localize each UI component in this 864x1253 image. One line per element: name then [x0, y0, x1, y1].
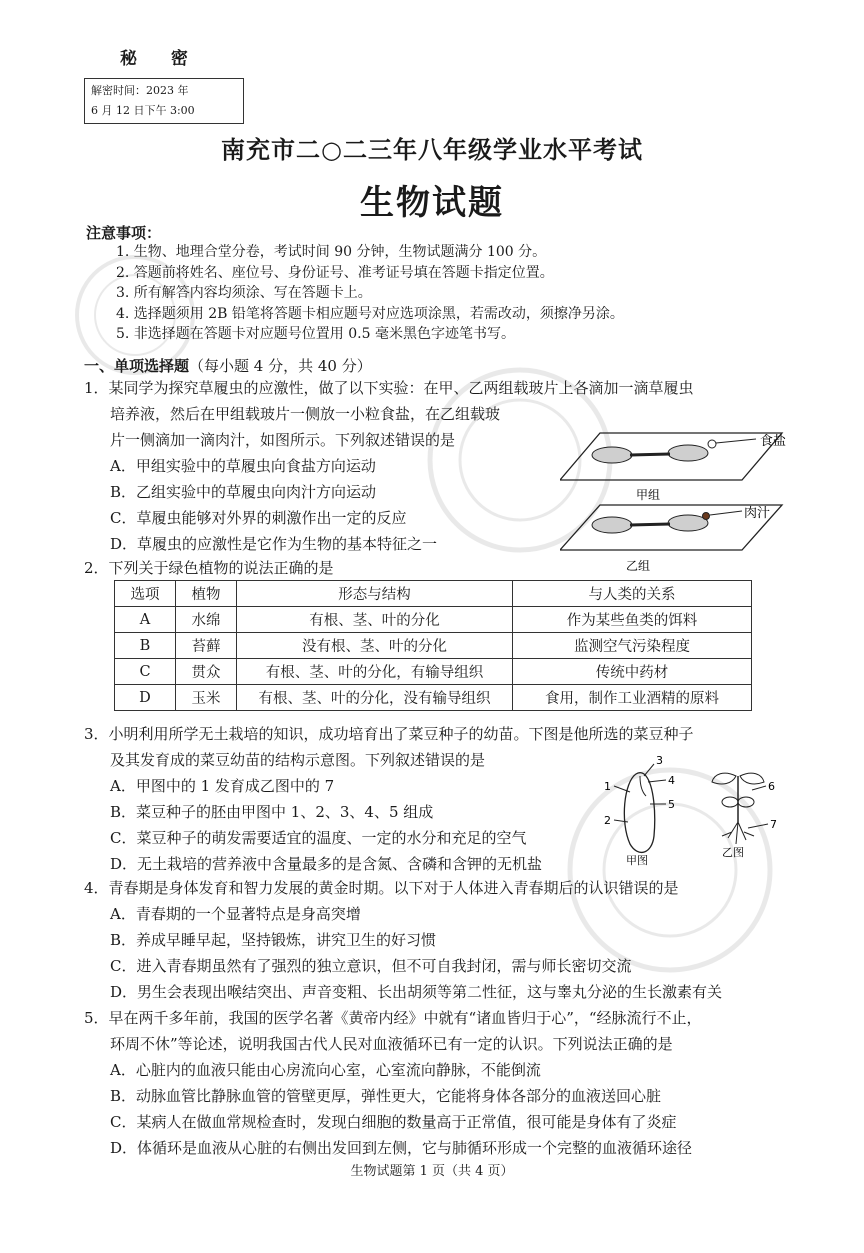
table-cell: B: [115, 633, 176, 659]
question-1-option: D．草履虫的应激性是它作为生物的基本特征之一: [110, 535, 438, 553]
question-5-option: C．某病人在做血常规检查时，发现白细胞的数量高于正常值，很可能是身体有了炎症: [110, 1113, 677, 1131]
declassify-time-line: 6 月 12 日下午 3:00: [91, 104, 195, 117]
notes-item: 5. 非选择题在答题卡对应题号位置用 0.5 毫米黑色字迹笔书写。: [116, 326, 515, 342]
seedling-part-label: 6: [768, 780, 775, 793]
bean-figure: [596, 752, 796, 872]
question-1-line: 培养液，然后在甲组载玻片一侧放一小粒食盐，在乙组载玻: [110, 405, 501, 423]
table-cell: 贯众: [176, 659, 237, 685]
question-3-option: A．甲图中的 1 发育成乙图中的 7: [110, 777, 335, 795]
seed-part-label: 3: [656, 754, 663, 767]
table-cell: 没有根、茎、叶的分化: [237, 633, 513, 659]
seed-part-label: 4: [668, 774, 675, 787]
notes-item: 1. 生物、地理合堂分卷，考试时间 90 分钟，生物试题满分 100 分。: [116, 244, 547, 260]
question-3-option: C．菜豆种子的萌发需要适宜的温度、一定的水分和充足的空气: [110, 829, 527, 847]
table-cell: 有根、茎、叶的分化，没有输导组织: [237, 685, 513, 711]
exam-title: 南充市二○二三年八年级学业水平考试: [221, 135, 643, 164]
table-header: 与人类的关系: [513, 581, 752, 607]
seed-figure-caption: 甲图: [626, 854, 648, 867]
question-3-option: B．菜豆种子的胚由甲图中 1、2、3、4、5 组成: [110, 803, 434, 821]
question-4-option: D．男生会表现出喉结突出、声音变粗、长出胡须等第二性征，这与睾丸分泌的生长激素有关: [110, 983, 723, 1001]
seed-part-label: 5: [668, 798, 675, 811]
table-cell: 有根、茎、叶的分化，有输导组织: [237, 659, 513, 685]
table-header-row: [115, 581, 752, 607]
question-2-stem: 2．下列关于绿色植物的说法正确的是: [84, 559, 334, 577]
question-4-option: C．进入青春期虽然有了强烈的独立意识，但不可自我封闭，需与师长密切交流: [110, 957, 632, 975]
exam-subtitle: 生物试题: [360, 183, 504, 223]
secret-label: 秘 密: [120, 49, 202, 69]
page-footer: 生物试题第 1 页（共 4 页）: [350, 1164, 514, 1179]
question-4-stem: 4．青春期是身体发育和智力发展的黄金时期。以下对于人体进入青春期后的认识错误的是: [84, 879, 679, 897]
table-cell: A: [115, 607, 176, 633]
table-row: [115, 633, 752, 659]
group-a-label: 甲组: [636, 488, 661, 502]
table-row: [115, 685, 752, 711]
seedling-part-label: 7: [770, 818, 777, 831]
table-cell: 监测空气污染程度: [513, 633, 752, 659]
question-3-option: D．无土栽培的营养液中含量最多的是含氮、含磷和含钾的无机盐: [110, 855, 543, 873]
question-1-line: 1．某同学为探究草履虫的应激性，做了以下实验：在甲、乙两组载玻片上各滴加一滴草履虫: [84, 379, 694, 397]
table-row: [115, 607, 752, 633]
question-4-option: B．养成早睡早起，坚持锻炼，讲究卫生的好习惯: [110, 931, 437, 949]
table-cell: 水绵: [176, 607, 237, 633]
salt-label: 食盐: [760, 434, 787, 449]
question-1-option: A．甲组实验中的草履虫向食盐方向运动: [110, 457, 376, 475]
table-cell: 传统中药材: [513, 659, 752, 685]
slide-figure: [560, 425, 800, 575]
group-b-label: 乙组: [626, 559, 651, 573]
juice-label: 肉汁: [744, 506, 771, 521]
seed-part-label: 1: [604, 780, 611, 793]
question-1-line: 片一侧滴加一滴肉汁，如图所示。下列叙述错误的是: [110, 431, 456, 449]
table-cell: D: [115, 685, 176, 711]
plants-table: [114, 580, 752, 711]
table-row: [115, 659, 752, 685]
declassify-time-box: [84, 78, 244, 124]
seedling-figure-caption: 乙图: [722, 846, 744, 859]
table-cell: 玉米: [176, 685, 237, 711]
notes-heading: 注意事项：: [86, 224, 162, 242]
notes-item: 2. 答题前将姓名、座位号、身份证号、准考证号填在答题卡指定位置。: [116, 264, 554, 281]
notes-item: 4. 选择题须用 2B 铅笔将答题卡相应题号对应选项涂黑，若需改动，须擦净另涂。: [116, 305, 624, 322]
table-cell: C: [115, 659, 176, 685]
question-4-option: A．青春期的一个显著特点是身高突增: [110, 905, 361, 923]
section-title: 一、单项选择题: [84, 357, 190, 375]
table-cell: 作为某些鱼类的饵料: [513, 607, 752, 633]
question-1-option: B．乙组实验中的草履虫向肉汁方向运动: [110, 483, 377, 501]
notes-list: [116, 242, 624, 345]
table-header: 选项: [115, 581, 176, 607]
seedling-diagram: [712, 773, 768, 844]
table-cell: 食用，制作工业酒精的原料: [513, 685, 752, 711]
question-1-option: C．草履虫能够对外界的刺激作出一定的反应: [110, 509, 407, 527]
question-3-line: 3．小明利用所学无土栽培的知识，成功培育出了菜豆种子的幼苗。下图是他所选的菜豆种子: [84, 725, 694, 743]
table-cell: 有根、茎、叶的分化: [237, 607, 513, 633]
declassify-time-line: 解密时间：2023 年: [91, 84, 189, 97]
seed-part-label: 2: [604, 814, 611, 827]
question-5-option: A．心脏内的血液只能由心房流向心室，心室流向静脉，不能倒流: [110, 1061, 541, 1079]
question-5-option: D．体循环是血液从心脏的右侧出发回到左侧，它与肺循环形成一个完整的血液循环途径: [110, 1139, 693, 1157]
question-5-line: 环周不休”等论述，说明我国古代人民对血液循环已有一定的认识。下列说法正确的是: [110, 1035, 673, 1053]
table-header: 形态与结构: [237, 581, 513, 607]
question-5-line: 5．早在两千多年前，我国的医学名著《黄帝内经》中就有“诸血皆归于心”，“经脉流行不止，: [84, 1009, 702, 1027]
table-header: 植物: [176, 581, 237, 607]
section-points: （每小题 4 分，共 40 分）: [189, 357, 372, 375]
question-3-line: 及其发育成的菜豆幼苗的结构示意图。下列叙述错误的是: [110, 751, 486, 769]
section-heading: [84, 355, 372, 376]
notes-item: 3. 所有解答内容均须涂、写在答题卡上。: [116, 285, 372, 301]
question-5-option: B．动脉血管比静脉血管的管壁更厚，弹性更大，它能将身体各部分的血液送回心脏: [110, 1087, 662, 1105]
table-cell: 苔藓: [176, 633, 237, 659]
slide-a: [560, 433, 782, 480]
seed-diagram: [614, 764, 666, 852]
